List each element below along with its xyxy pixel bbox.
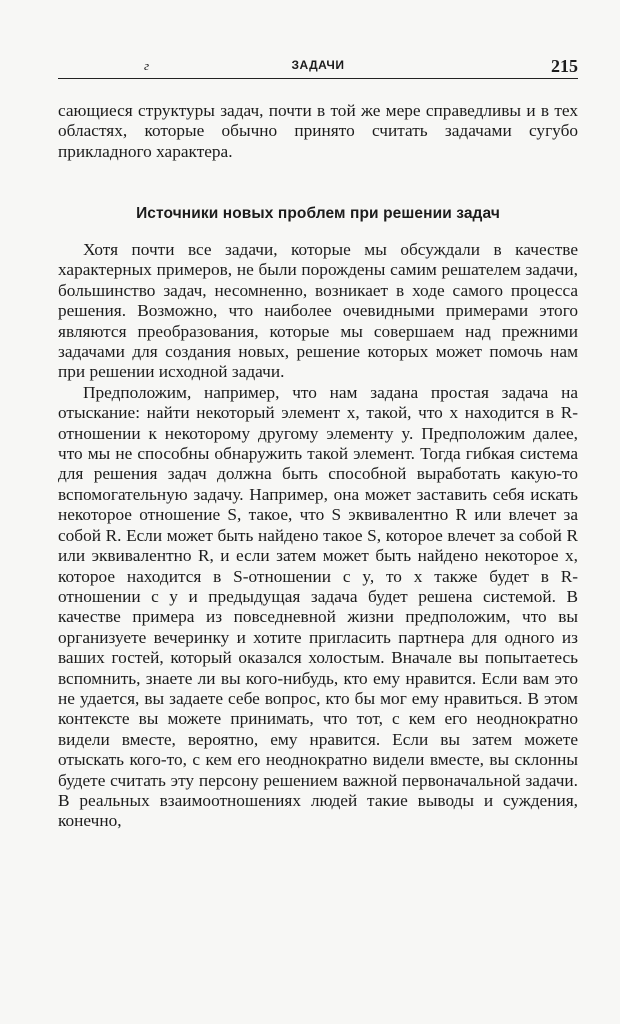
intro-paragraph: сающиеся структуры задач, почти в той же мере справедливы и в тех областях, которые обычно принято считать задачами сугубо прикладного характера.: [58, 101, 578, 161]
section-heading: Источники новых проблем при решении задач: [136, 205, 500, 222]
paragraph-1: Хотя почти все задачи, которые мы обсуждали в качестве характерных примеров, не были порождены самим решателем задачи, большинство задач, несомненно, возникает в ходе самого процесса решения. Возможно, что наиболее очевидными примерами этого являются преобразования, которые мы совершаем над прежними задачами для создания новых, решение которых может помочь нам при решении исходной задачи.: [58, 240, 578, 382]
page-number: 215: [551, 56, 578, 76]
section-body: [58, 240, 578, 832]
running-title: ЗАДАЧИ: [291, 58, 345, 72]
page-header: [58, 56, 578, 79]
intro-text: [58, 101, 578, 162]
paragraph-2: Предположим, например, что нам задана простая задача на отыскание: найти некоторый элемент x, такой, что x находится в R-отношении к некоторому другому элементу y. Предположим далее, что мы не способны обнаружить такой элемент. Тогда гибкая система для решения задач должна быть способной выработать какую-то вспомогательную задачу. Например, она может заставить себя искать некоторое отношение S, такое, что S эквивалентно R или влечет за собой R. Если может быть найдено такое S, которое влечет за собой R или эквивалентно R, и если затем может быть найдено некоторое x, которое находится в S-отношении с y, то x также будет в R-отношении с y и предыдущая задача будет решена системой. В качестве примера из повседневной жизни предположим, что вы организуете вечеринку и хотите пригласить партнера для одного из ваших гостей, который оказался холостым. Вначале вы попытаетесь вспомнить, знаете ли вы кого-нибудь, кто ему нравится. Если вам это не удается, вы задаете себе вопрос, кто бы мог ему нравиться. В этом контексте вы можете принимать, что тот, с кем его неоднократно видели вместе, вероятно, ему нравится. Если вы затем можете отыскать кого-то, с кем его неоднократно видели вместе, вы склонны будете считать эту персону решением важной первоначальной задачи. В реальных взаимоотношениях людей такие выводы и суждения, конечно,: [58, 382, 578, 831]
header-mark: г: [144, 58, 150, 73]
